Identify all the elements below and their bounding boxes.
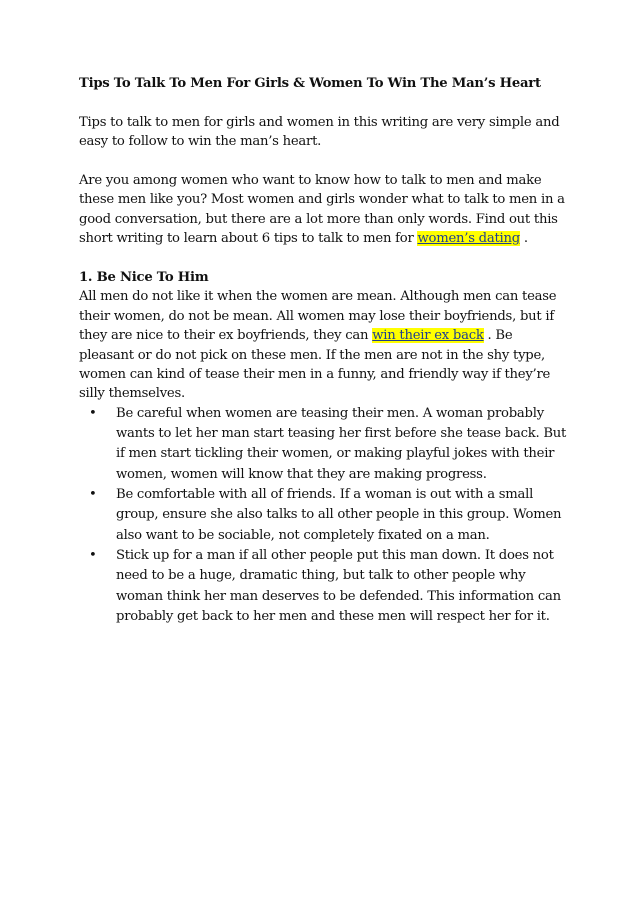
bullet-icon: •: [89, 405, 97, 421]
para2-text: Are you among women who want to know how to talk to men and make these men like you? Most women and girls wonder what to talk to men in a good conversation, but there are a lot more than only words. Find out this short writing to learn about 6 tips to talk to men for: [79, 173, 565, 247]
list-item: [89, 404, 569, 485]
para2-end: .: [519, 231, 528, 247]
list-item: [89, 485, 569, 546]
list-item-text: Be comfortable with all of friends. If a woman is out with a small group, ensure she also talks to all other people in this group. Women also want to be sociable, not completely fixated on a man.: [116, 487, 562, 543]
intro-paragraph-2: [79, 171, 569, 249]
win-ex-back-link[interactable]: win their ex back: [372, 328, 484, 344]
list-item: [89, 546, 569, 627]
document-title: Tips To Talk To Men For Girls & Women To Win The Man’s Heart: [79, 76, 541, 91]
tips-list: [79, 404, 569, 627]
section-body-end: . Be pleasant or do not pick on these men. If the men are not in the shy type, women can kind of tease their men in a funny, and friendly way if they’re silly themselves.: [79, 328, 551, 402]
list-item-text: Be careful when women are teasing their men. A woman probably wants to let her man start teasing her first before she tease back. But if men start tickling their women, or making playful jokes with their women, women will know that they are making progress.: [116, 405, 567, 482]
bullet-icon: •: [89, 547, 97, 563]
womens-dating-link[interactable]: women’s dating: [417, 231, 520, 247]
section-heading: 1. Be Nice To Him: [79, 270, 209, 286]
section-body: [79, 287, 569, 403]
list-item-text: Stick up for a man if all other people put this man down. It does not need to be a huge, dramatic thing, but talk to other people why woman think her man deserves to be defended. This information can probably get back to her men and these men will respect her for it.: [116, 547, 561, 624]
intro-paragraph: Tips to talk to men for girls and women in this writing are very simple and easy to follow to win the man’s heart.: [79, 114, 560, 150]
document-page: [79, 74, 569, 627]
section-body-text: All men do not like it when the women are mean. Although men can tease their women, do not be mean. All women may lose their boyfriends, but if they are nice to their ex boyfriends, they can: [79, 289, 557, 344]
bullet-icon: •: [89, 487, 97, 503]
